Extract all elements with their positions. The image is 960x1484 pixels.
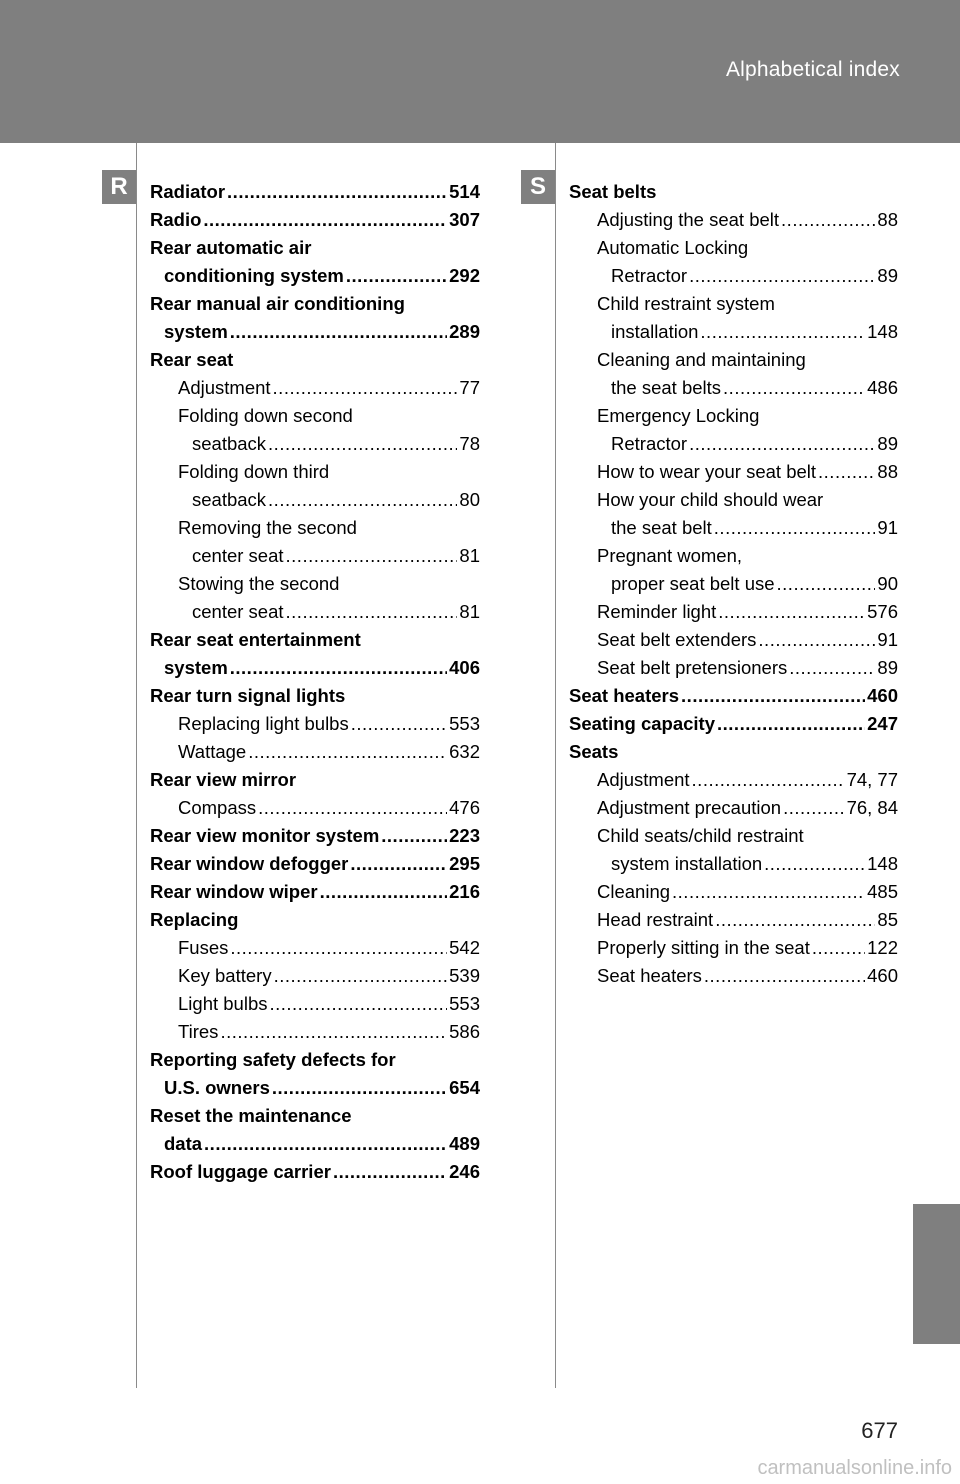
index-entry: [150, 822, 480, 850]
index-entry-page: 148: [867, 853, 898, 874]
index-entry: [150, 206, 480, 234]
index-entry-page: 586: [449, 1021, 480, 1042]
index-entry-page: 85: [877, 909, 898, 930]
index-entry-text: Folding down third: [178, 461, 330, 482]
index-entry: [150, 542, 480, 570]
index-entry: [569, 906, 898, 934]
index-entry-page: 89: [877, 265, 898, 286]
index-entry-text: Roof luggage carrier: [150, 1161, 331, 1182]
side-thumb-tab: [913, 1204, 960, 1344]
index-entry: [569, 710, 898, 738]
index-entry-text: Adjustment: [597, 769, 690, 790]
index-entry: [150, 318, 480, 346]
index-entry: [569, 262, 898, 290]
leader-dots: [718, 598, 865, 626]
index-entry-page: 576: [867, 601, 898, 622]
index-entry-page: 247: [867, 713, 898, 734]
leader-dots: [274, 962, 448, 990]
index-entry: [150, 1102, 480, 1130]
index-entry-text: conditioning system: [164, 265, 344, 286]
index-entry-page: 485: [867, 881, 898, 902]
section-letter-s: S: [521, 170, 555, 204]
index-entry: [150, 654, 480, 682]
index-entry: [569, 794, 898, 822]
leader-dots: [715, 906, 875, 934]
index-entry: [569, 234, 898, 262]
column-divider-left: [136, 143, 137, 1388]
index-entry-text: Reset the maintenance: [150, 1105, 352, 1126]
index-entry: [569, 766, 898, 794]
index-entry-page: 553: [449, 713, 480, 734]
index-entry-text: Rear window defogger: [150, 853, 349, 874]
leader-dots: [689, 262, 875, 290]
index-entry-page: 81: [459, 545, 480, 566]
index-entry-text: Rear seat: [150, 349, 234, 370]
index-entry-page: 460: [867, 685, 898, 706]
leader-dots: [717, 710, 865, 738]
leader-dots: [230, 934, 447, 962]
index-entry-text: Seat belt extenders: [597, 629, 757, 650]
index-entry-text: Light bulbs: [178, 993, 268, 1014]
index-entry-page: 88: [877, 209, 898, 230]
index-entry: [150, 290, 480, 318]
index-entry-text: Tires: [178, 1021, 219, 1042]
header-band: [0, 0, 960, 143]
index-entry-page: 486: [867, 377, 898, 398]
index-entry-text: How to wear your seat belt: [597, 461, 817, 482]
index-entry: [150, 710, 480, 738]
index-entry: [569, 458, 898, 486]
index-entry-text: Rear automatic air: [150, 237, 312, 258]
index-entry: [569, 850, 898, 878]
index-entry-text: How your child should wear: [597, 489, 824, 510]
index-entry: [150, 766, 480, 794]
index-entry: [569, 290, 898, 318]
index-entry: [150, 682, 480, 710]
index-entry: [569, 878, 898, 906]
index-entry: [569, 346, 898, 374]
index-entry-page: 632: [449, 741, 480, 762]
index-entry-page: 542: [449, 937, 480, 958]
leader-dots: [672, 878, 865, 906]
header-title: Alphabetical index: [725, 58, 900, 81]
index-entry-text: Compass: [178, 797, 257, 818]
index-entry-text: Seat belt pretensioners: [597, 657, 788, 678]
index-entry-text: Cleaning and maintaining: [597, 349, 806, 370]
index-entry-text: seatback: [192, 489, 267, 510]
index-entry-text: system: [164, 657, 228, 678]
leader-dots: [692, 766, 845, 794]
leader-dots: [818, 458, 875, 486]
index-entry-page: 246: [449, 1161, 480, 1182]
index-entry-page: 406: [449, 657, 480, 678]
index-entry-text: Adjustment precaution: [597, 797, 782, 818]
index-entry: [150, 402, 480, 430]
page-number: 677: [861, 1418, 898, 1443]
index-entry-text: Rear manual air conditioning: [150, 293, 405, 314]
index-entry-text: Seats: [569, 741, 619, 762]
index-entry-page: 292: [449, 265, 480, 286]
index-entry: [569, 682, 898, 710]
index-entry: [150, 598, 480, 626]
index-entry-page: 81: [459, 601, 480, 622]
index-entry: [569, 738, 898, 766]
index-entry: [150, 178, 480, 206]
leader-dots: [346, 262, 447, 290]
index-entry-text: system: [164, 321, 228, 342]
leader-dots: [227, 178, 447, 206]
leader-dots: [783, 794, 844, 822]
leader-dots: [764, 850, 865, 878]
index-entry: [569, 598, 898, 626]
index-entry: [150, 374, 480, 402]
index-entry-text: Child seats/child restraint: [597, 825, 804, 846]
index-entry-text: Replacing light bulbs: [178, 713, 349, 734]
leader-dots: [700, 318, 865, 346]
index-entry-text: center seat: [192, 601, 284, 622]
index-entry: [150, 906, 480, 934]
index-entry-text: Cleaning: [597, 881, 671, 902]
index-entry-text: Fuses: [178, 937, 229, 958]
index-entry-page: 88: [877, 461, 898, 482]
leader-dots: [704, 962, 865, 990]
watermark: carmanualsonline.info: [757, 1457, 952, 1479]
leader-dots: [320, 878, 448, 906]
leader-dots: [381, 822, 447, 850]
index-entry-text: U.S. owners: [164, 1077, 270, 1098]
index-entry-text: system installation: [611, 853, 763, 874]
index-entry-text: proper seat belt use: [611, 573, 775, 594]
leader-dots: [204, 1130, 447, 1158]
leader-dots: [350, 850, 447, 878]
leader-dots: [351, 710, 447, 738]
leader-dots: [268, 430, 457, 458]
index-entry-text: Radio: [150, 209, 202, 230]
index-entry-page: 91: [877, 629, 898, 650]
index-entry: [150, 990, 480, 1018]
index-entry-text: Rear window wiper: [150, 881, 318, 902]
index-entry-page: 78: [459, 433, 480, 454]
leader-dots: [812, 934, 865, 962]
leader-dots: [258, 794, 447, 822]
index-entry: [150, 1046, 480, 1074]
index-entry-page: 77: [459, 377, 480, 398]
leader-dots: [286, 542, 458, 570]
leader-dots: [723, 374, 865, 402]
index-entry-text: Seat heaters: [597, 965, 702, 986]
index-entry: [569, 626, 898, 654]
index-entry: [150, 794, 480, 822]
index-entry-text: Pregnant women,: [597, 545, 743, 566]
leader-dots: [681, 682, 865, 710]
section-letter-r: R: [102, 170, 136, 204]
index-entry-text: the seat belt: [611, 517, 712, 538]
leader-dots: [789, 654, 875, 682]
index-entry: [569, 542, 898, 570]
index-entry: [569, 486, 898, 514]
index-entry-text: Retractor: [611, 433, 688, 454]
index-entry: [150, 262, 480, 290]
index-entry-text: Rear view monitor system: [150, 825, 380, 846]
index-entry-page: 74, 77: [846, 769, 898, 790]
index-entry-text: Reminder light: [597, 601, 717, 622]
leader-dots: [248, 738, 447, 766]
index-entry-text: installation: [611, 321, 699, 342]
index-entry-text: Seat belts: [569, 181, 657, 202]
index-entry: [150, 486, 480, 514]
index-entry: [150, 458, 480, 486]
leader-dots: [268, 486, 457, 514]
index-entry-page: 514: [449, 181, 480, 202]
index-entry: [150, 626, 480, 654]
index-entry-text: center seat: [192, 545, 284, 566]
leader-dots: [689, 430, 875, 458]
index-entry: [150, 234, 480, 262]
index-entry: [150, 850, 480, 878]
index-entry: [569, 178, 898, 206]
column-divider-right: [555, 143, 556, 1388]
index-entry-text: Key battery: [178, 965, 272, 986]
index-entry-page: 539: [449, 965, 480, 986]
index-entry: [569, 402, 898, 430]
index-entry-page: 289: [449, 321, 480, 342]
index-column-r: [150, 178, 480, 1186]
index-entry-page: 654: [449, 1077, 480, 1098]
index-entry-text: Wattage: [178, 741, 247, 762]
index-entry: [569, 570, 898, 598]
index-entry-text: Radiator: [150, 181, 226, 202]
index-entry-page: 90: [877, 573, 898, 594]
leader-dots: [333, 1158, 447, 1186]
index-entry-text: Adjustment: [178, 377, 271, 398]
index-entry-page: 80: [459, 489, 480, 510]
index-entry: [150, 1074, 480, 1102]
leader-dots: [777, 570, 876, 598]
index-entry-text: Removing the second: [178, 517, 357, 538]
index-entry-text: Rear seat entertainment: [150, 629, 361, 650]
index-entry: [569, 318, 898, 346]
leader-dots: [273, 374, 458, 402]
index-entry-page: 460: [867, 965, 898, 986]
index-entry-text: Reporting safety defects for: [150, 1049, 396, 1070]
index-entry-page: 295: [449, 853, 480, 874]
index-entry: [569, 374, 898, 402]
index-entry-text: Rear view mirror: [150, 769, 297, 790]
leader-dots: [286, 598, 458, 626]
leader-dots: [220, 1018, 447, 1046]
index-entry-text: Emergency Locking: [597, 405, 760, 426]
index-entry-text: the seat belts: [611, 377, 722, 398]
index-entry: [569, 822, 898, 850]
index-column-s: [569, 178, 898, 990]
index-entry-page: 76, 84: [846, 797, 898, 818]
index-entry-text: Stowing the second: [178, 573, 340, 594]
leader-dots: [781, 206, 875, 234]
index-entry-page: 216: [449, 881, 480, 902]
index-entry: [150, 570, 480, 598]
index-entry-page: 553: [449, 993, 480, 1014]
index-entry-text: Automatic Locking: [597, 237, 749, 258]
index-entry: [150, 514, 480, 542]
index-entry-page: 476: [449, 797, 480, 818]
index-entry: [150, 1018, 480, 1046]
leader-dots: [230, 318, 447, 346]
index-entry: [150, 430, 480, 458]
index-entry-page: 89: [877, 657, 898, 678]
index-entry: [569, 934, 898, 962]
index-entry-text: Replacing: [150, 909, 239, 930]
leader-dots: [272, 1074, 447, 1102]
index-entry-page: 223: [449, 825, 480, 846]
index-entry-text: Rear turn signal lights: [150, 685, 346, 706]
index-entry: [150, 738, 480, 766]
index-entry-text: Folding down second: [178, 405, 353, 426]
index-entry-text: Adjusting the seat belt: [597, 209, 780, 230]
leader-dots: [269, 990, 447, 1018]
index-entry-page: 89: [877, 433, 898, 454]
index-entry-text: seatback: [192, 433, 267, 454]
index-entry: [569, 206, 898, 234]
index-entry: [569, 962, 898, 990]
index-entry: [150, 1158, 480, 1186]
index-entry: [569, 654, 898, 682]
leader-dots: [714, 514, 876, 542]
index-entry: [150, 878, 480, 906]
index-entry-text: Child restraint system: [597, 293, 775, 314]
index-entry: [569, 514, 898, 542]
index-entry-text: Seating capacity: [569, 713, 716, 734]
index-entry-text: Head restraint: [597, 909, 714, 930]
index-entry: [150, 962, 480, 990]
index-entry-page: 489: [449, 1133, 480, 1154]
index-entry: [569, 430, 898, 458]
index-entry-text: Properly sitting in the seat: [597, 937, 810, 958]
index-entry-text: Seat heaters: [569, 685, 680, 706]
index-entry: [150, 346, 480, 374]
leader-dots: [203, 206, 447, 234]
index-entry: [150, 934, 480, 962]
index-entry-text: data: [164, 1133, 203, 1154]
leader-dots: [758, 626, 875, 654]
index-entry-page: 307: [449, 209, 480, 230]
index-entry-page: 148: [867, 321, 898, 342]
index-entry: [150, 1130, 480, 1158]
leader-dots: [230, 654, 447, 682]
index-entry-page: 91: [877, 517, 898, 538]
index-entry-page: 122: [867, 937, 898, 958]
index-entry-text: Retractor: [611, 265, 688, 286]
